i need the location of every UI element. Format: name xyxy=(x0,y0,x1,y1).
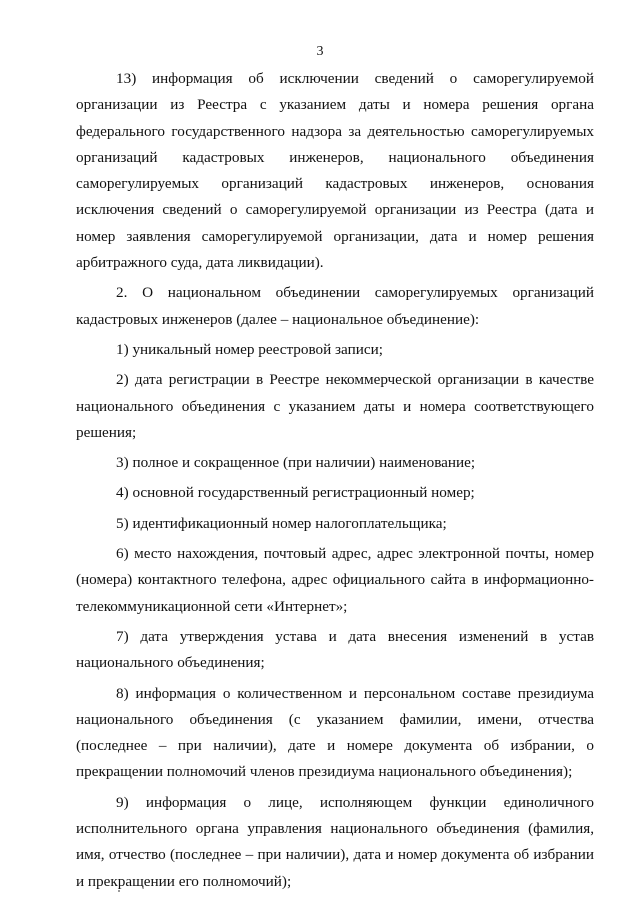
list-item-7-charter-dates: 7) дата утверждения устава и дата внесения изменений в устав национального объединения; xyxy=(76,627,594,672)
list-item-5-inn: 5) идентификационный номер налогоплательщика; xyxy=(116,514,447,532)
list-item-1-registry-number: 1) уникальный номер реестровой записи; xyxy=(116,340,383,358)
list-item-3-name: 3) полное и сокращенное (при наличии) наименование; xyxy=(116,454,476,472)
list-item-6-contacts: 6) место нахождения, почтовый адрес, адрес электронной почты, номер (номера) контактного телефона, адрес официального сайта в информационно-телекоммуникационной сети «Интернет»; xyxy=(76,545,594,615)
list-item-9-executive-info: 9) информация о лице, исполняющем функции единоличного исполнительного органа управления национального объединения (фамилия, имя, отчество (последнее – при наличии), дата и номер документа об избрании и прекращении его полномочий); xyxy=(76,793,594,890)
list-item-2-registration-date: 2) дата регистрации в Реестре некоммерческой организации в качестве национального объединения с указанием даты и номера соответствующего решения; xyxy=(76,371,594,441)
document-body xyxy=(76,66,594,899)
list-item-8-presidium-info: 8) информация о количественном и персональном составе президиума национального объединения (с указанием фамилии, имени, отчества (последнее – при наличии), дате и номере документа об избрании, о прекращении полномочий членов президиума национального объединения); xyxy=(76,684,594,781)
paragraph-item-13-exclusion-info: 13) информация об исключении сведений о саморегулируемой организации из Реестра с указанием даты и номера решения органа федерального государственного надзора за деятельностью саморегулируемых организаций кадастровых инженеров, национального объединения саморегулируемых организаций кадастровых инженеров, основания исключения сведений о саморегулируемой организации из Реестра (дата и номер заявления саморегулируемой организации, дата и номер решения арбитражного суда, дата ликвидации). xyxy=(76,70,594,272)
page-number: 3 xyxy=(316,44,324,59)
section-2-heading: 2. О национальном объединении саморегулируемых организаций кадастровых инженеров (далее – национальное объединение): xyxy=(76,284,594,328)
scan-artifact xyxy=(118,890,120,892)
list-item-4-ogrn: 4) основной государственный регистрационный номер; xyxy=(116,484,475,502)
